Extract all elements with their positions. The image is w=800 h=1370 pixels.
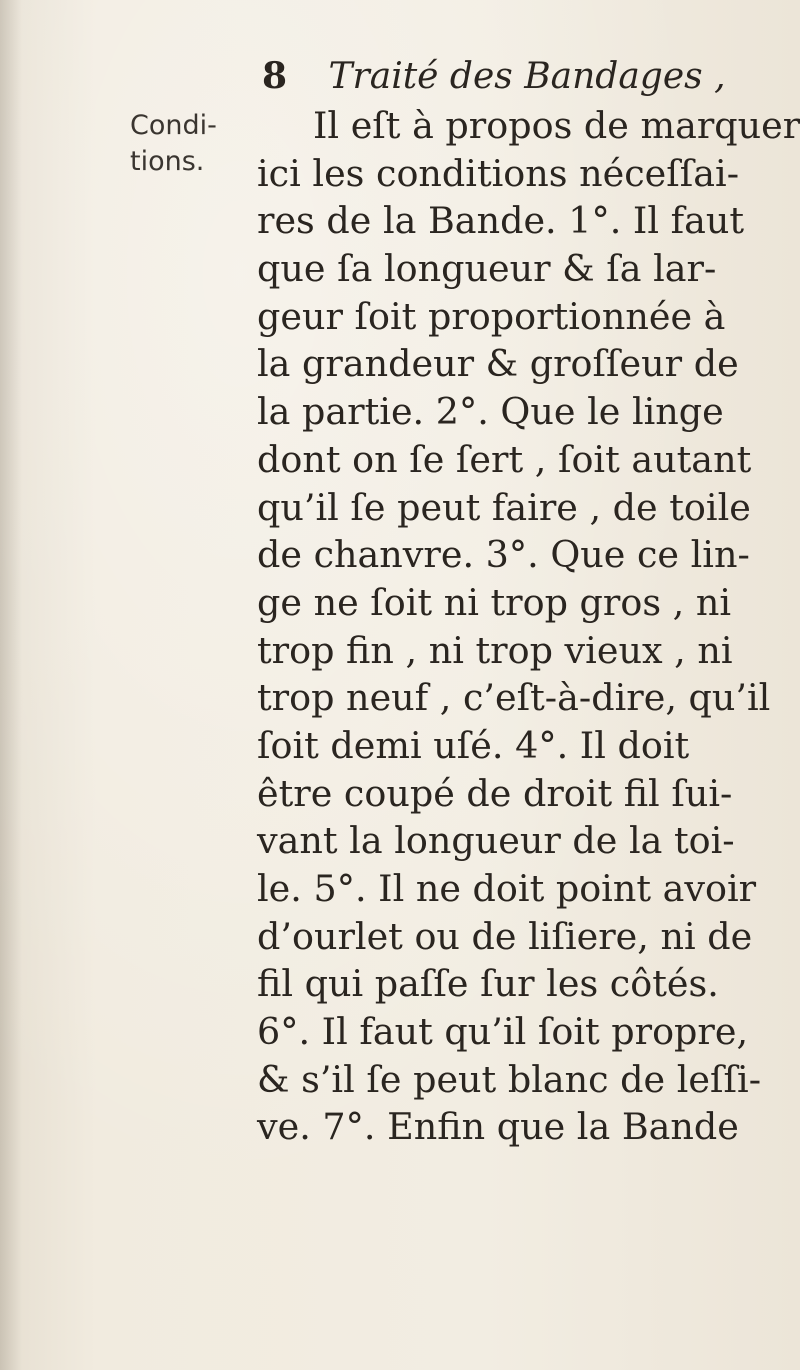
text-line: fil qui paſſe ſur les côtés.: [257, 962, 719, 1006]
running-title: Traité des Bandages ,: [328, 56, 726, 97]
text-line: ici les conditions néceſſai-: [257, 151, 740, 195]
text-line: que ſa longueur & ſa lar-: [257, 247, 717, 291]
text-line: vant la longueur de la toi-: [257, 819, 735, 863]
margin-note: [130, 108, 250, 180]
text-line: ge ne ſoit ni trop gros , ni: [257, 580, 732, 624]
text-line: la partie. 2°. Que le linge: [257, 390, 724, 434]
text-line: trop neuf , c’eſt-à-dire, qu’il: [257, 676, 771, 720]
text-line: res de la Bande. 1°. Il faut: [257, 199, 745, 243]
text-line: dont on ſe ſert , ſoit autant: [257, 437, 752, 481]
text-line: le. 5°. Il ne doit point avoir: [257, 867, 757, 910]
text-line: être coupé de droit fil ſui-: [257, 771, 733, 815]
text-line: Il eſt à propos de marquer: [313, 104, 800, 147]
margin-note-line: Condi-: [130, 110, 217, 141]
text-line: ſoit demi uſé. 4°. Il doit: [257, 723, 690, 767]
text-line: de chanvre. 3°. Que ce lin-: [257, 533, 750, 577]
text-line: ve. 7°. Enfin que la Bande: [257, 1105, 739, 1149]
page-number: 8: [262, 55, 288, 97]
margin-note-line: tions.: [130, 146, 205, 177]
text-line: 6°. Il faut qu’il ſoit propre,: [257, 1010, 749, 1054]
page-gutter-shadow: [0, 0, 22, 1370]
text-line: trop fin , ni trop vieux , ni: [257, 628, 733, 672]
body-paragraph: [257, 102, 800, 1151]
page-header: [262, 52, 726, 101]
text-line: & s’il ſe peut blanc de leſſi-: [257, 1057, 762, 1101]
text-line: qu’il ſe peut faire , de toile: [257, 485, 751, 529]
text-line: la grandeur & groſſeur de: [257, 342, 739, 386]
text-line: d’ourlet ou de liſiere, ni de: [257, 914, 753, 958]
text-line: geur ſoit proportionnée à: [257, 294, 726, 338]
